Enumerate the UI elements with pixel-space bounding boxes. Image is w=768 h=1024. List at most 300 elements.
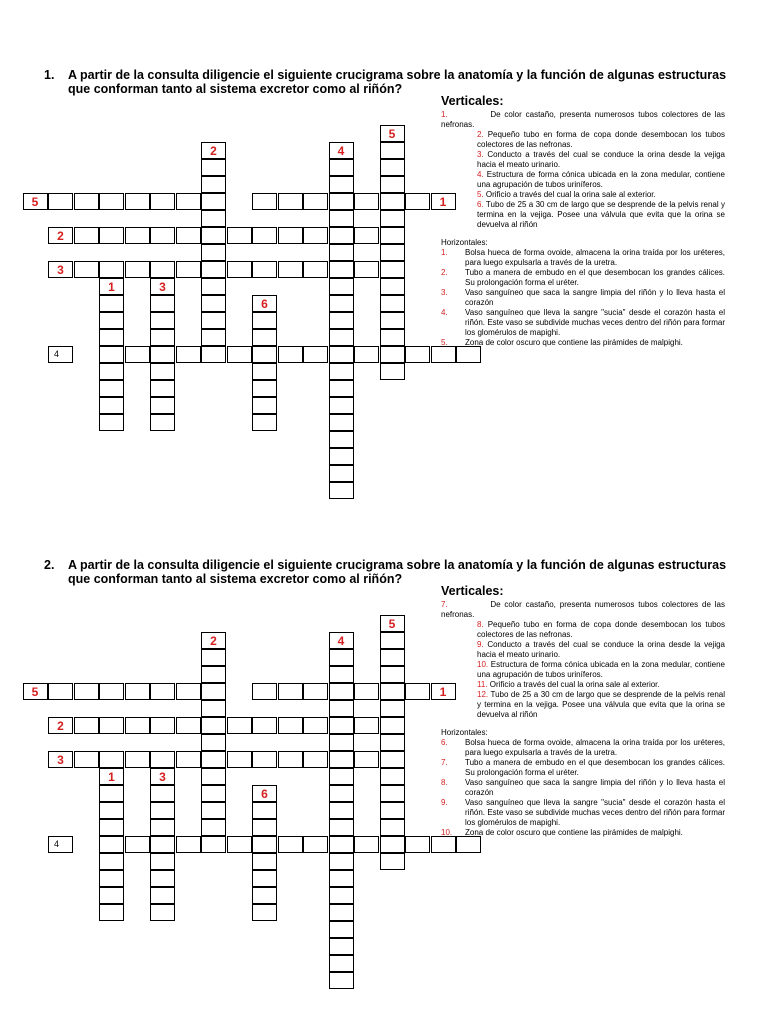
crossword-cell[interactable]: [380, 734, 405, 751]
crossword-cell[interactable]: [354, 717, 379, 734]
crossword-cell[interactable]: [329, 734, 354, 751]
crossword-cell[interactable]: [125, 751, 150, 768]
crossword-cell[interactable]: [99, 785, 124, 802]
crossword-number-v2: 2: [201, 632, 226, 649]
crossword-cell[interactable]: [201, 210, 226, 227]
horizontal-clue: [441, 288, 725, 308]
crossword-cell[interactable]: [329, 853, 354, 870]
vertical-clue: [441, 190, 725, 200]
horizontal-clue: [441, 338, 725, 348]
crossword-cell[interactable]: [99, 836, 124, 853]
clue-number: 10.: [477, 660, 489, 669]
crossword-cell[interactable]: [380, 785, 405, 802]
crossword-cell[interactable]: [380, 683, 405, 700]
crossword-cell[interactable]: [329, 938, 354, 955]
crossword-cell[interactable]: [380, 346, 405, 363]
crossword-cell[interactable]: [201, 683, 226, 700]
clue-text: Zona de color oscuro que contiene las pirámides de malpighi.: [465, 828, 683, 837]
crossword-cell[interactable]: [252, 904, 277, 921]
crossword-cell[interactable]: [150, 853, 175, 870]
crossword-cell[interactable]: [74, 751, 99, 768]
crossword-cell[interactable]: [150, 785, 175, 802]
crossword-cell[interactable]: [329, 819, 354, 836]
vertical-clue: [441, 200, 725, 230]
crossword-cell[interactable]: [150, 397, 175, 414]
crossword-cell[interactable]: [74, 717, 99, 734]
crossword-cell[interactable]: [252, 261, 277, 278]
crossword-number-h5: 5: [23, 683, 48, 700]
crossword-cell[interactable]: [125, 193, 150, 210]
crossword-cell[interactable]: [380, 227, 405, 244]
crossword-number-h2: 2: [48, 227, 73, 244]
crossword-cell[interactable]: [201, 193, 226, 210]
crossword-cell[interactable]: [354, 227, 379, 244]
vertical-clue: [441, 690, 725, 720]
clue-number: 7.: [441, 758, 448, 767]
crossword-cell[interactable]: [329, 802, 354, 819]
crossword-cell[interactable]: [74, 193, 99, 210]
crossword-cell[interactable]: [354, 751, 379, 768]
crossword-cell[interactable]: [380, 278, 405, 295]
crossword-cell[interactable]: [176, 717, 201, 734]
crossword-number-h2: 2: [48, 717, 73, 734]
crossword-number-h1: 1: [431, 193, 456, 210]
crossword-cell[interactable]: [329, 666, 354, 683]
clue-number: 4.: [477, 170, 484, 179]
crossword-cell[interactable]: [99, 870, 124, 887]
crossword-cell[interactable]: [150, 751, 175, 768]
crossword-cell[interactable]: [48, 193, 73, 210]
clues-panel: [441, 94, 725, 348]
clue-number: 6.: [441, 738, 448, 747]
crossword-cell[interactable]: [150, 819, 175, 836]
crossword-cell[interactable]: [227, 346, 252, 363]
crossword-cell[interactable]: [99, 380, 124, 397]
crossword-cell[interactable]: [125, 261, 150, 278]
crossword-cell[interactable]: [329, 870, 354, 887]
clue-number: 2.: [441, 268, 448, 277]
clue-text: Vaso sanguíneo que lleva la sangre "sucia" desde el corazón hasta el riñón. Este vaso se subdivide muchas veces dentro del riñón para formar los glomérulos de mapighi.: [465, 308, 725, 337]
question-number: 2.: [44, 558, 55, 572]
clue-text: De color castaño, presenta numerosos tubos colectores de las nefronas.: [441, 110, 725, 129]
vertical-clue: [441, 170, 725, 190]
crossword-cell[interactable]: [303, 717, 328, 734]
crossword-number-v3: 3: [150, 768, 175, 785]
crossword-cell[interactable]: [99, 312, 124, 329]
clue-text: Conducto a través del cual se conduce la orina desde la vejiga hacia el meato urinario.: [477, 640, 725, 659]
crossword-cell[interactable]: [380, 193, 405, 210]
crossword-cell[interactable]: [380, 717, 405, 734]
crossword-cell[interactable]: [150, 261, 175, 278]
crossword-cell[interactable]: [150, 380, 175, 397]
clue-number: 7.: [441, 600, 448, 609]
crossword-number-v5: 5: [380, 125, 405, 142]
clue-text: Bolsa hueca de forma ovoide, almacena la orina traída por los uréteres, para luego expulsarla a través de la uretra.: [465, 738, 725, 757]
crossword-cell[interactable]: [303, 683, 328, 700]
crossword-cell[interactable]: [227, 261, 252, 278]
crossword-cell[interactable]: [329, 836, 354, 853]
crossword-cell[interactable]: [278, 346, 303, 363]
crossword-cell[interactable]: [201, 751, 226, 768]
crossword-cell[interactable]: [329, 244, 354, 261]
crossword-number-v4: 4: [329, 632, 354, 649]
crossword-cell[interactable]: [329, 465, 354, 482]
crossword-cell[interactable]: [150, 414, 175, 431]
crossword-cell[interactable]: [329, 380, 354, 397]
clue-number: 2.: [477, 130, 484, 139]
crossword-cell[interactable]: [354, 261, 379, 278]
crossword-cell[interactable]: [227, 227, 252, 244]
crossword-cell[interactable]: [329, 768, 354, 785]
crossword-cell[interactable]: [201, 261, 226, 278]
crossword-cell[interactable]: [252, 346, 277, 363]
crossword-cell[interactable]: [99, 904, 124, 921]
crossword-cell[interactable]: [99, 751, 124, 768]
crossword-cell[interactable]: [252, 819, 277, 836]
crossword-number-h5: 5: [23, 193, 48, 210]
crossword-cell[interactable]: [252, 887, 277, 904]
crossword-cell[interactable]: [329, 278, 354, 295]
crossword-cell[interactable]: [278, 227, 303, 244]
crossword-number-v4: 4: [329, 142, 354, 159]
crossword-cell[interactable]: [201, 227, 226, 244]
clue-number: 3.: [441, 288, 448, 297]
crossword-cell[interactable]: [380, 700, 405, 717]
crossword-cell[interactable]: [278, 193, 303, 210]
crossword-cell[interactable]: [99, 193, 124, 210]
crossword-cell[interactable]: [252, 397, 277, 414]
crossword-cell[interactable]: [227, 717, 252, 734]
vertical-clue: [441, 620, 725, 640]
crossword-cell[interactable]: [329, 955, 354, 972]
crossword-cell[interactable]: [48, 683, 73, 700]
clue-text: Zona de color oscuro que contiene las pirámides de malpighi.: [465, 338, 683, 347]
crossword-cell[interactable]: [252, 853, 277, 870]
crossword-cell[interactable]: [329, 210, 354, 227]
crossword-cell[interactable]: [252, 363, 277, 380]
clue-text: Vaso sanguíneo que saca la sangre limpia del riñón y lo lleva hasta el corazón: [465, 778, 725, 797]
crossword-cell[interactable]: [252, 717, 277, 734]
crossword-cell[interactable]: [201, 244, 226, 261]
crossword-cell[interactable]: [201, 159, 226, 176]
crossword-cell[interactable]: [354, 193, 379, 210]
crossword-cell[interactable]: [201, 819, 226, 836]
crossword-cell[interactable]: [405, 683, 430, 700]
verticales-heading: Verticales:: [441, 584, 504, 598]
clue-number: 8.: [441, 778, 448, 787]
vertical-clue: [441, 150, 725, 170]
crossword-cell[interactable]: [201, 176, 226, 193]
horizontal-clue: [441, 778, 725, 798]
crossword-cell[interactable]: [150, 870, 175, 887]
crossword-cell[interactable]: [329, 904, 354, 921]
crossword-cell[interactable]: [380, 751, 405, 768]
horizontal-clue: [441, 248, 725, 268]
vertical-clue: [441, 130, 725, 150]
crossword-cell[interactable]: [329, 700, 354, 717]
crossword-cell[interactable]: [303, 227, 328, 244]
crossword-cell[interactable]: [150, 887, 175, 904]
crossword-cell[interactable]: [99, 346, 124, 363]
crossword-cell[interactable]: [354, 683, 379, 700]
crossword-cell[interactable]: [380, 666, 405, 683]
crossword-number-h4: 4: [48, 836, 73, 853]
crossword-cell[interactable]: [176, 751, 201, 768]
crossword-cell[interactable]: [252, 836, 277, 853]
crossword-cell[interactable]: [201, 700, 226, 717]
crossword-cell[interactable]: [201, 666, 226, 683]
crossword-cell[interactable]: [329, 751, 354, 768]
crossword-cell[interactable]: [99, 363, 124, 380]
crossword-cell[interactable]: [176, 227, 201, 244]
clue-number: 5.: [441, 338, 448, 347]
crossword-cell[interactable]: [329, 363, 354, 380]
clue-number: 10.: [441, 828, 453, 837]
clue-text: Vaso sanguíneo que lleva la sangre "sucia" desde el corazón hasta el riñón. Este vaso se subdivide muchas veces dentro del riñón para formar los glomérulos de mapighi.: [465, 798, 725, 827]
crossword-number-v1: 1: [99, 768, 124, 785]
crossword-cell[interactable]: [456, 836, 481, 853]
crossword-cell[interactable]: [201, 785, 226, 802]
clue-number: 9.: [441, 798, 448, 807]
clue-text: Orificio a través del cual la orina sale al exterior.: [487, 680, 660, 689]
crossword-cell[interactable]: [201, 734, 226, 751]
crossword-cell[interactable]: [252, 751, 277, 768]
crossword-cell[interactable]: [201, 329, 226, 346]
crossword-cell[interactable]: [150, 329, 175, 346]
horizontales-heading: Horizontales:: [441, 728, 488, 737]
crossword-number-h3: 3: [48, 261, 73, 278]
horizontal-clue: [441, 308, 725, 338]
crossword-cell[interactable]: [278, 683, 303, 700]
crossword-grid[interactable]: [0, 68, 447, 508]
question-number: 1.: [44, 68, 55, 82]
crossword-cell[interactable]: [380, 210, 405, 227]
crossword-cell[interactable]: [380, 853, 405, 870]
crossword-cell[interactable]: [329, 649, 354, 666]
clues-panel: [441, 584, 725, 838]
crossword-cell[interactable]: [329, 176, 354, 193]
crossword-number-v6: 6: [252, 785, 277, 802]
clue-text: Estructura de forma cónica ubicada en la zona medular, contiene una agrupación de tubos uriníferos.: [477, 170, 725, 189]
crossword-cell[interactable]: [99, 397, 124, 414]
crossword-cell[interactable]: [125, 836, 150, 853]
vertical-clue: [441, 680, 725, 690]
crossword-cell[interactable]: [252, 802, 277, 819]
question-text: A partir de la consulta diligencie el siguiente crucigrama sobre la anatomía y la función de algunas estructuras que conforman tanto al sistema excretor como al riñón?: [68, 558, 727, 586]
crossword-cell[interactable]: [150, 904, 175, 921]
crossword-cell[interactable]: [201, 836, 226, 853]
crossword-cell[interactable]: [201, 649, 226, 666]
crossword-cell[interactable]: [150, 295, 175, 312]
crossword-cell[interactable]: [329, 346, 354, 363]
crossword-cell[interactable]: [99, 227, 124, 244]
crossword-number-h3: 3: [48, 751, 73, 768]
crossword-number-v3: 3: [150, 278, 175, 295]
crossword-cell[interactable]: [278, 836, 303, 853]
crossword-cell[interactable]: [125, 717, 150, 734]
crossword-cell[interactable]: [380, 142, 405, 159]
crossword-cell[interactable]: [150, 312, 175, 329]
crossword-cell[interactable]: [201, 717, 226, 734]
crossword-cell[interactable]: [380, 802, 405, 819]
crossword-cell[interactable]: [74, 227, 99, 244]
crossword-cell[interactable]: [74, 261, 99, 278]
crossword-cell[interactable]: [99, 717, 124, 734]
crossword-cell[interactable]: [150, 836, 175, 853]
crossword-cell[interactable]: [227, 836, 252, 853]
clue-text: Conducto a través del cual se conduce la orina desde la vejiga hacia el meato urinario.: [477, 150, 725, 169]
crossword-cell[interactable]: [329, 921, 354, 938]
crossword-cell[interactable]: [380, 649, 405, 666]
vertical-clue: [441, 600, 725, 620]
crossword-cell[interactable]: [456, 346, 481, 363]
crossword-cell[interactable]: [329, 972, 354, 989]
clue-text: Tubo a manera de embudo en el que desembocan los grandes cálices. Su prolongación forma el uréter.: [465, 268, 725, 287]
crossword-cell[interactable]: [329, 431, 354, 448]
crossword-cell[interactable]: [329, 482, 354, 499]
crossword-number-v2: 2: [201, 142, 226, 159]
crossword-cell[interactable]: [329, 785, 354, 802]
crossword-cell[interactable]: [125, 683, 150, 700]
crossword-cell[interactable]: [380, 244, 405, 261]
crossword-cell[interactable]: [150, 683, 175, 700]
crossword-cell[interactable]: [201, 768, 226, 785]
crossword-cell[interactable]: [405, 836, 430, 853]
clue-number: 4.: [441, 308, 448, 317]
crossword-cell[interactable]: [380, 363, 405, 380]
clue-text: Tubo a manera de embudo en el que desembocan los grandes cálices. Su prolongación forma el uréter.: [465, 758, 725, 777]
crossword-section-2: [0, 558, 768, 998]
crossword-cell[interactable]: [329, 295, 354, 312]
crossword-cell[interactable]: [125, 227, 150, 244]
crossword-cell[interactable]: [201, 312, 226, 329]
crossword-cell[interactable]: [150, 717, 175, 734]
crossword-cell[interactable]: [125, 346, 150, 363]
crossword-cell[interactable]: [354, 346, 379, 363]
crossword-cell[interactable]: [99, 683, 124, 700]
crossword-cell[interactable]: [405, 346, 430, 363]
horizontal-clue: [441, 758, 725, 778]
crossword-cell[interactable]: [431, 836, 456, 853]
crossword-cell[interactable]: [252, 870, 277, 887]
crossword-cell[interactable]: [329, 887, 354, 904]
crossword-cell[interactable]: [252, 193, 277, 210]
crossword-cell[interactable]: [278, 751, 303, 768]
vertical-clue: [441, 640, 725, 660]
crossword-cell[interactable]: [252, 683, 277, 700]
clue-text: Estructura de forma cónica ubicada en la zona medular, contiene una agrupación de tubos uriníferos.: [477, 660, 725, 679]
crossword-cell[interactable]: [329, 683, 354, 700]
crossword-cell[interactable]: [150, 802, 175, 819]
crossword-cell[interactable]: [329, 397, 354, 414]
crossword-cell[interactable]: [329, 193, 354, 210]
crossword-cell[interactable]: [329, 717, 354, 734]
crossword-cell[interactable]: [201, 295, 226, 312]
crossword-cell[interactable]: [176, 346, 201, 363]
crossword-number-v5: 5: [380, 615, 405, 632]
crossword-cell[interactable]: [74, 683, 99, 700]
crossword-cell[interactable]: [329, 159, 354, 176]
crossword-cell[interactable]: [99, 295, 124, 312]
clue-text: De color castaño, presenta numerosos tubos colectores de las nefronas.: [441, 600, 725, 619]
crossword-cell[interactable]: [329, 414, 354, 431]
crossword-cell[interactable]: [329, 312, 354, 329]
clue-number: 12.: [477, 690, 489, 699]
crossword-cell[interactable]: [227, 751, 252, 768]
crossword-cell[interactable]: [303, 261, 328, 278]
crossword-cell[interactable]: [252, 380, 277, 397]
crossword-cell[interactable]: [380, 819, 405, 836]
crossword-cell[interactable]: [431, 346, 456, 363]
clue-number: 3.: [477, 150, 484, 159]
horizontal-clue: [441, 828, 725, 838]
crossword-cell[interactable]: [252, 227, 277, 244]
crossword-cell[interactable]: [380, 176, 405, 193]
crossword-cell[interactable]: [380, 329, 405, 346]
clue-text: Pequeño tubo en forma de copa donde desembocan los tubos colectores de las nefronas.: [477, 130, 725, 149]
crossword-cell[interactable]: [150, 227, 175, 244]
crossword-cell[interactable]: [329, 329, 354, 346]
crossword-cell[interactable]: [278, 261, 303, 278]
crossword-cell[interactable]: [150, 363, 175, 380]
crossword-cell[interactable]: [303, 346, 328, 363]
crossword-number-v1: 1: [99, 278, 124, 295]
crossword-cell[interactable]: [201, 278, 226, 295]
verticales-heading: Verticales:: [441, 94, 504, 108]
crossword-cell[interactable]: [303, 836, 328, 853]
crossword-cell[interactable]: [380, 261, 405, 278]
crossword-cell[interactable]: [329, 448, 354, 465]
crossword-cell[interactable]: [99, 329, 124, 346]
crossword-cell[interactable]: [380, 312, 405, 329]
clue-text: Bolsa hueca de forma ovoide, almacena la orina traída por los uréteres, para luego expulsarla a través de la uretra.: [465, 248, 725, 267]
crossword-cell[interactable]: [99, 261, 124, 278]
clue-text: Vaso sanguíneo que saca la sangre limpia del riñón y lo lleva hasta el corazón: [465, 288, 725, 307]
crossword-cell[interactable]: [329, 261, 354, 278]
crossword-cell[interactable]: [252, 414, 277, 431]
crossword-cell[interactable]: [176, 683, 201, 700]
crossword-cell[interactable]: [354, 836, 379, 853]
crossword-cell[interactable]: [405, 193, 430, 210]
crossword-cell[interactable]: [99, 853, 124, 870]
crossword-cell[interactable]: [150, 193, 175, 210]
clue-text: Orificio a través del cual la orina sale al exterior.: [483, 190, 656, 199]
crossword-cell[interactable]: [303, 193, 328, 210]
crossword-cell[interactable]: [201, 802, 226, 819]
crossword-cell[interactable]: [252, 312, 277, 329]
crossword-cell[interactable]: [176, 261, 201, 278]
crossword-cell[interactable]: [380, 159, 405, 176]
crossword-cell[interactable]: [252, 329, 277, 346]
crossword-cell[interactable]: [176, 193, 201, 210]
crossword-cell[interactable]: [99, 802, 124, 819]
crossword-cell[interactable]: [380, 295, 405, 312]
clue-number: 1.: [441, 248, 448, 257]
crossword-cell[interactable]: [99, 887, 124, 904]
crossword-cell[interactable]: [380, 768, 405, 785]
crossword-cell[interactable]: [99, 819, 124, 836]
clue-text: Pequeño tubo en forma de copa donde desembocan los tubos colectores de las nefronas.: [477, 620, 725, 639]
crossword-cell[interactable]: [380, 632, 405, 649]
crossword-cell[interactable]: [278, 717, 303, 734]
crossword-cell[interactable]: [150, 346, 175, 363]
crossword-cell[interactable]: [99, 414, 124, 431]
crossword-cell[interactable]: [380, 836, 405, 853]
crossword-cell[interactable]: [176, 836, 201, 853]
crossword-cell[interactable]: [329, 227, 354, 244]
crossword-cell[interactable]: [201, 346, 226, 363]
crossword-cell[interactable]: [303, 751, 328, 768]
